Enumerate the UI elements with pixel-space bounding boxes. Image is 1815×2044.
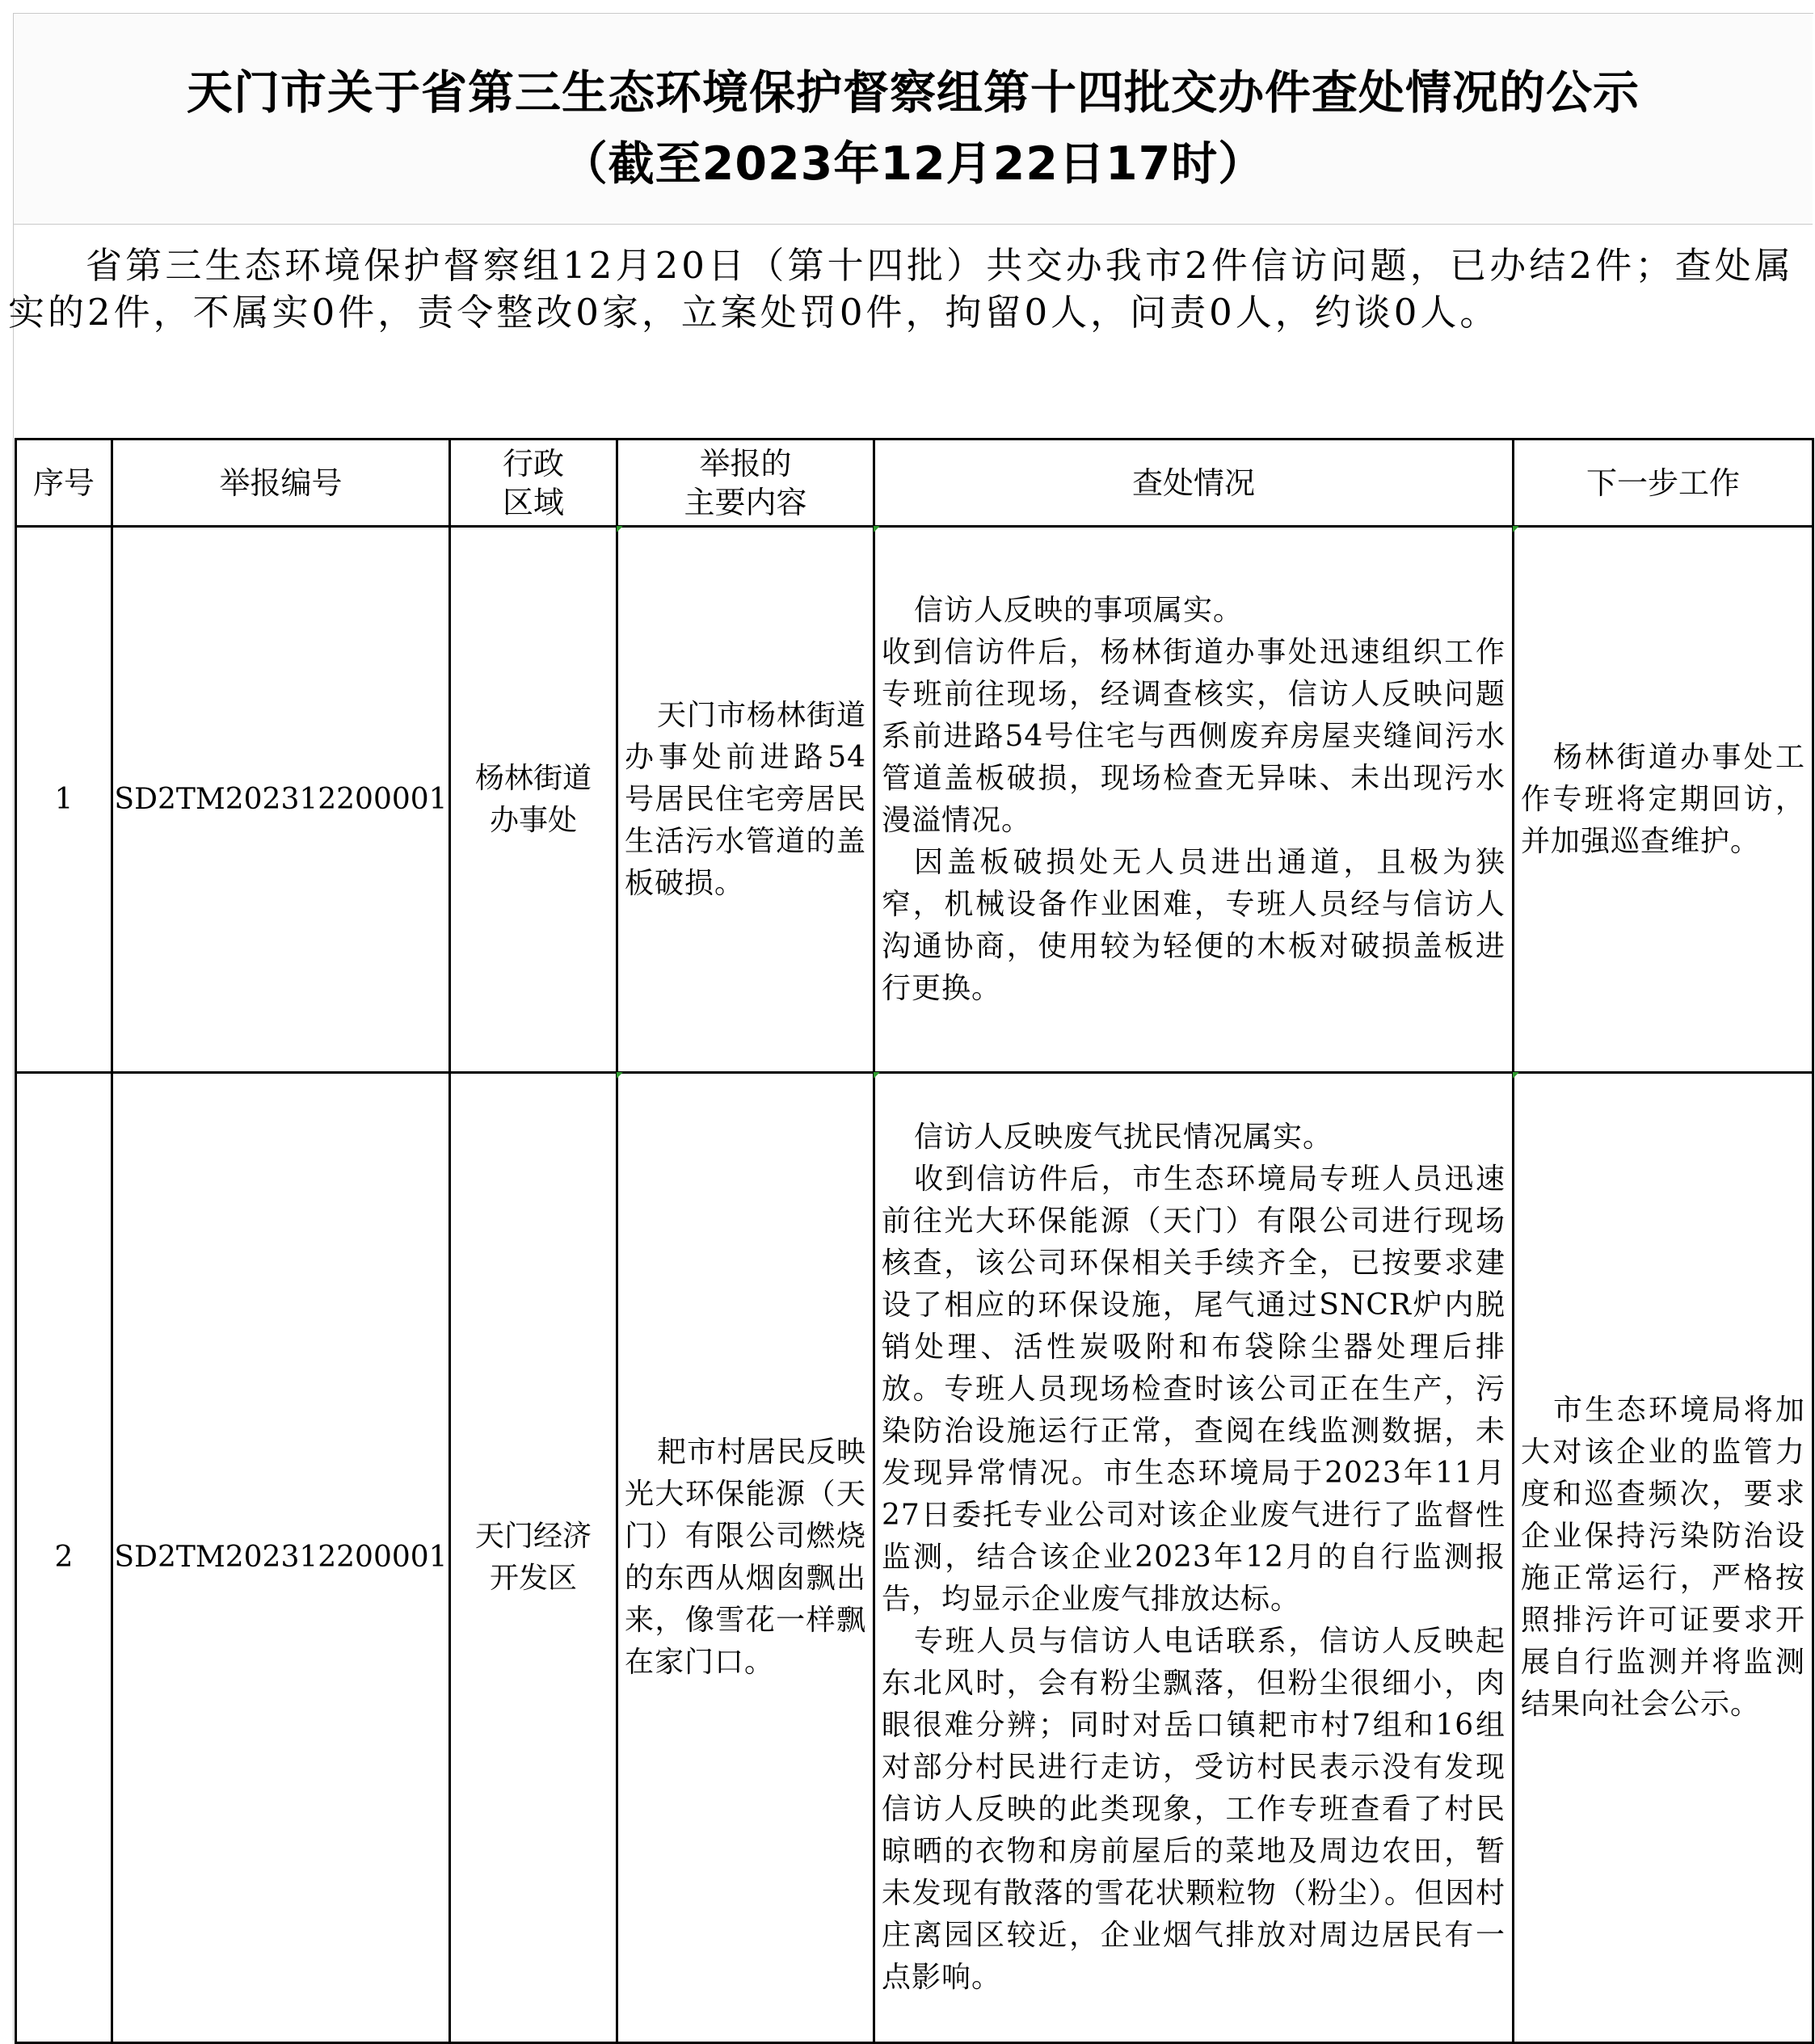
row-area: 杨林街道 办事处 (450, 527, 617, 1073)
table-row (16, 1073, 1813, 2043)
page-subtitle-date: （截至2023年12月22日17时） (561, 137, 1265, 191)
row-handling: 信访人反映废气扰民情况属实。 收到信访件后，市生态环境局专班人员迅速前往光大环保能源（天门）有限公司进行现场核查，该公司环保相关手续齐全，已按要求建设了相应的环保设施，尾气通过SNCR炉内脱销处理、活性炭吸附和布袋除尘器处理后排放。专班人员现场检查时该公司正在生产，污染防治设施运行正常，查阅在线监测数据，未发现异常情况。市生态环境局于2023年11月27日委托专业公司对该企业废气进行了监督性监测，结合该企业2023年12月的自行监测报告，均显示企业废气排放达标。 专班人员与信访人电话联系，信访人反映起东北风时，会有粉尘飘落，但粉尘很细小，肉眼很难分辨；同时对岳口镇耙市村7组和16组对部分村民进行走访，受访村民表示没有发现信访人反映的此类现象，工作专班查看了村民晾晒的衣物和房前屋后的菜地及周边农田，暂未发现有散落的雪花状颗粒物（粉尘）。但因村庄离园区较近，企业烟气排放对周边居民有一点影响。 (874, 1073, 1514, 2043)
row-area: 天门经济 开发区 (450, 1073, 617, 2043)
row-index: 2 (16, 1073, 112, 2043)
page-title: 天门市关于省第三生态环境保护督察组第十四批交办件查处情况的公示 (187, 66, 1640, 120)
row-next-step: 杨林街道办事处工作专班将定期回访，并加强巡查维护。 (1514, 527, 1813, 1073)
table-row (16, 527, 1813, 1073)
row-report-no: SD2TM202312200001 (112, 527, 450, 1073)
row-handling: 信访人反映的事项属实。 收到信访件后，杨林街道办事处迅速组织工作专班前往现场，经调查核实，信访人反映问题系前进路54号住宅与西侧废弃房屋夹缝间污水管道盖板破损，现场检查无异味、未出现污水漫溢情况。 因盖板破损处无人员进出通道，且极为狭窄，机械设备作业困难，专班人员经与信访人沟通协商，使用较为轻便的木板对破损盖板进行更换。 (874, 527, 1514, 1073)
header-next-step: 下一步工作 (1514, 440, 1813, 527)
row-index: 1 (16, 527, 112, 1073)
header-area: 行政 区域 (450, 440, 617, 527)
row-report-no: SD2TM202312200001 (112, 1073, 450, 2043)
header-index: 序号 (16, 440, 112, 527)
header-report-no: 举报编号 (112, 440, 450, 527)
row-next-step: 市生态环境局将加大对该企业的监管力度和巡查频次，要求企业保持污染防治设施正常运行，严格按照排污许可证要求开展自行监测并将监测结果向社会公示。 (1514, 1073, 1813, 2043)
table-header-row (16, 440, 1813, 527)
header-handling: 查处情况 (874, 440, 1514, 527)
title-block (14, 14, 1813, 225)
header-content: 举报的 主要内容 (617, 440, 874, 527)
summary-paragraph: 省第三生态环境保护督察组12月20日（第十四批）共交办我市2件信访问题，已办结2件；查处属实的2件，不属实0件，责令整改0家，立案处罚0件，拘留0人，问责0人，约谈0人。 (8, 244, 1794, 334)
row-content: 天门市杨林街道办事处前进路54号居民住宅旁居民生活污水管道的盖板破损。 (617, 527, 874, 1073)
report-table (15, 438, 1814, 2044)
row-content: 耙市村居民反映光大环保能源（天门）有限公司燃烧的东西从烟囱飘出来，像雪花一样飘在家门口。 (617, 1073, 874, 2043)
